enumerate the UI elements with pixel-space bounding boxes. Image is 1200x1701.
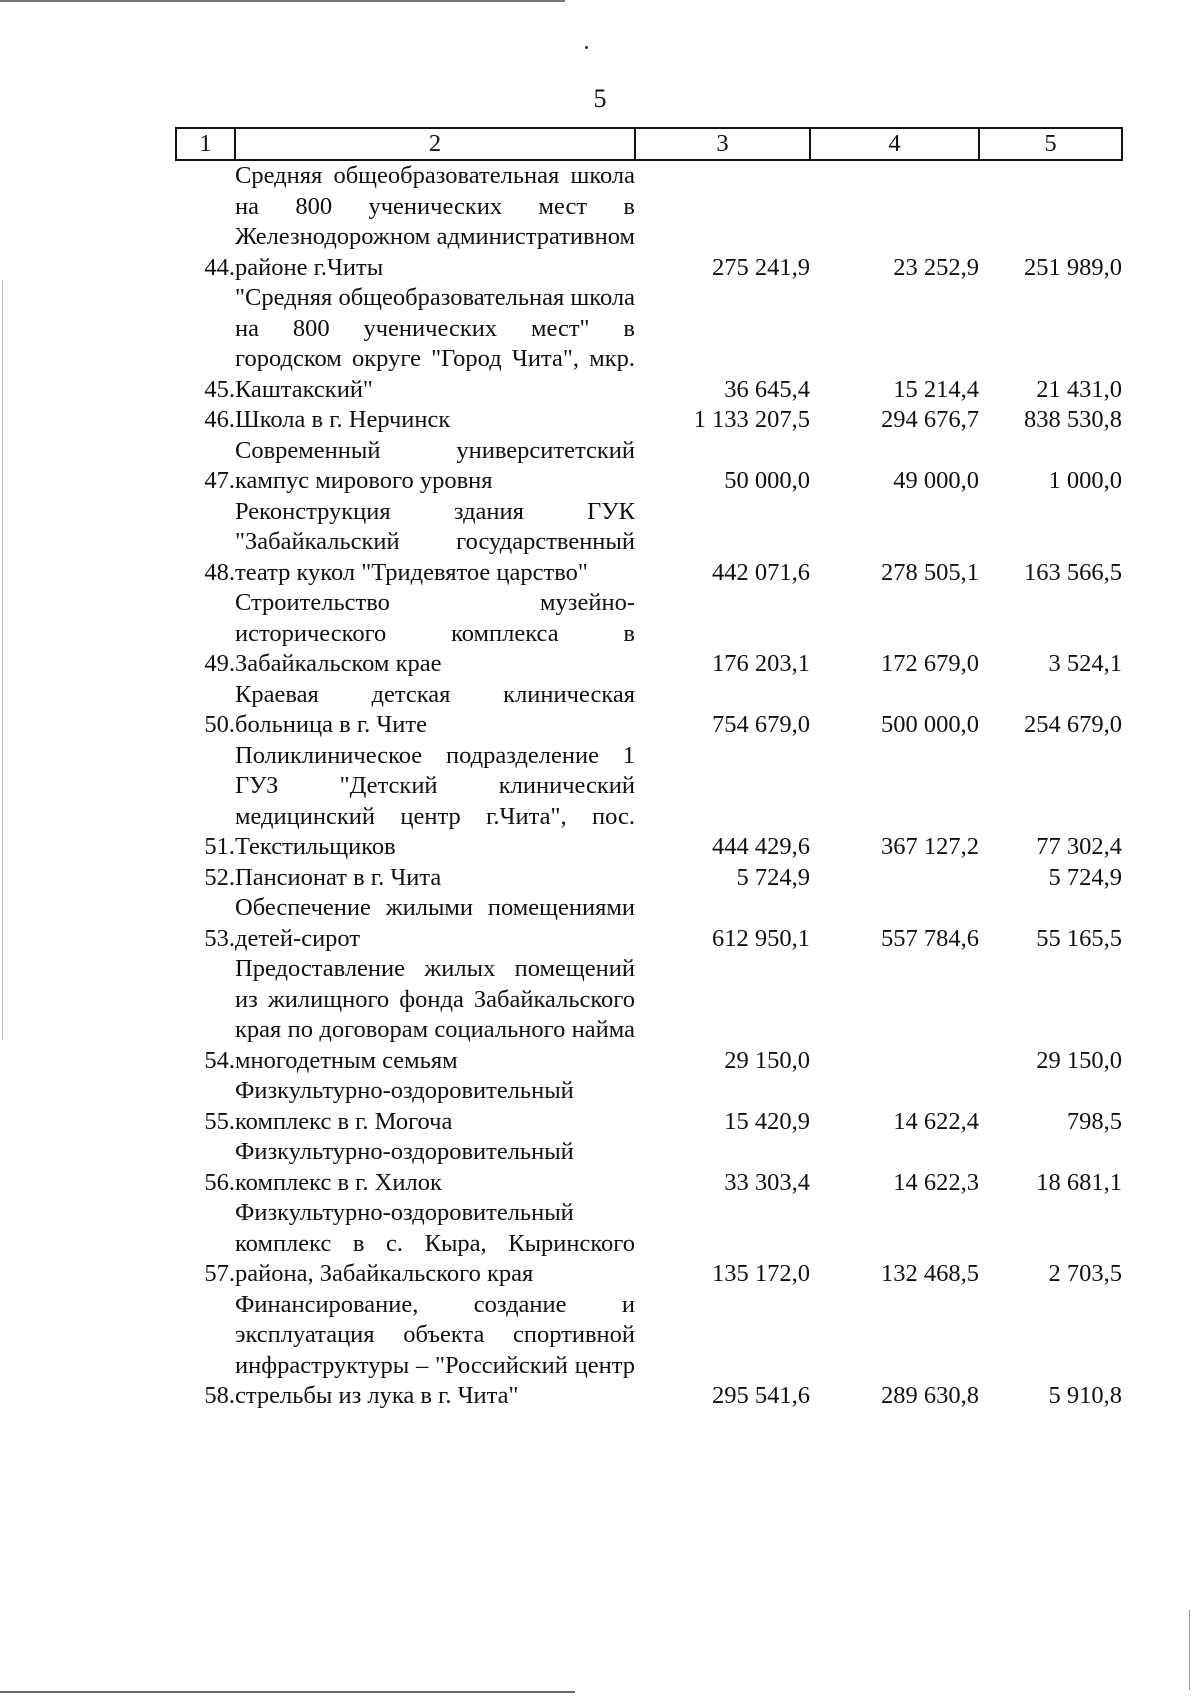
row-name: Пансионат в г. Чита xyxy=(235,863,442,891)
row-total: 295 541,6 xyxy=(712,1382,810,1409)
header-row xyxy=(176,128,1122,160)
header-col-1: 1 xyxy=(176,128,235,160)
row-total: 612 950,1 xyxy=(712,924,810,952)
row-col-5: 251 989,0 xyxy=(1024,253,1122,281)
header-col-3: 3 xyxy=(635,128,810,160)
row-total: 442 071,6 xyxy=(712,558,810,586)
row-col-5: 163 566,5 xyxy=(1024,558,1122,586)
row-total: 29 150,0 xyxy=(724,1046,810,1074)
row-col-4: 367 127,2 xyxy=(881,833,979,860)
row-col-4 xyxy=(810,863,979,894)
row-total: 1 133 207,5 xyxy=(693,406,810,433)
table-row xyxy=(176,1076,1122,1137)
row-col-5: 1 000,0 xyxy=(1048,467,1122,494)
row-number: 56. xyxy=(204,1168,235,1196)
row-col-4: 132 468,5 xyxy=(881,1260,979,1287)
scan-bottom-edge-line xyxy=(0,1691,575,1693)
row-number: 44. xyxy=(204,253,235,281)
row-total: 50 000,0 xyxy=(724,467,810,494)
row-total: 176 203,1 xyxy=(712,650,810,677)
row-col-4 xyxy=(810,954,979,1076)
row-number: 52. xyxy=(204,863,235,891)
row-total: 135 172,0 xyxy=(712,1260,810,1287)
row-col-4: 294 676,7 xyxy=(881,406,979,433)
row-number: 45. xyxy=(204,375,235,403)
scan-speck xyxy=(585,46,588,49)
table-row xyxy=(176,283,1122,405)
row-number: 49. xyxy=(204,650,235,677)
row-col-5: 838 530,8 xyxy=(1024,406,1122,433)
row-col-5: 798,5 xyxy=(1066,1107,1122,1135)
row-col-5: 29 150,0 xyxy=(1036,1046,1122,1074)
header-col-4: 4 xyxy=(810,128,979,160)
row-name: Школа в г. Нерчинск xyxy=(235,406,451,433)
table-row xyxy=(176,1137,1122,1198)
table-row xyxy=(176,497,1122,589)
row-name: Средняя общеобразовательная школа на 800 ученических мест в Железнодорожном административном районе г.Читы xyxy=(235,162,635,281)
scan-left-edge-line xyxy=(2,280,3,1040)
row-col-4: 49 000,0 xyxy=(893,467,979,494)
row-number: 53. xyxy=(204,924,235,952)
page-number: 5 xyxy=(593,84,607,113)
row-name: Обеспечение жилыми помещениями детей-сирот xyxy=(235,894,635,952)
row-total: 36 645,4 xyxy=(724,375,810,403)
row-name: Предоставление жилых помещений из жилищного фонда Забайкальского края по договорам социального найма многодетным семьям xyxy=(235,955,635,1074)
table-row xyxy=(176,1198,1122,1290)
row-name: Краевая детская клиническая больница в г. Чите xyxy=(235,680,635,738)
budget-table xyxy=(175,127,1123,1412)
table-row xyxy=(176,893,1122,954)
header-col-2: 2 xyxy=(235,128,635,160)
row-col-4: 500 000,0 xyxy=(881,711,979,738)
row-number: 51. xyxy=(204,833,235,860)
row-number: 47. xyxy=(204,467,235,494)
row-name: Реконструкция здания ГУК "Забайкальский государственный театр кукол "Тридевятое царство" xyxy=(235,497,635,586)
row-col-4: 172 679,0 xyxy=(881,650,979,677)
row-col-5: 55 165,5 xyxy=(1036,924,1122,952)
table-row xyxy=(176,405,1122,436)
row-total: 5 724,9 xyxy=(736,863,810,891)
row-col-5: 77 302,4 xyxy=(1036,833,1122,860)
row-name: Физкультурно-оздоровительный комплекс в с. Кыра, Кыринского района, Забайкальского края xyxy=(235,1199,635,1287)
row-name: Физкультурно-оздоровительный комплекс в г. Хилок xyxy=(235,1138,574,1196)
row-col-4: 557 784,6 xyxy=(881,924,979,952)
row-col-4: 14 622,3 xyxy=(893,1168,979,1196)
row-total: 444 429,6 xyxy=(712,833,810,860)
row-col-4: 15 214,4 xyxy=(893,375,979,403)
row-name: Строительство музейно-исторического комплекса в Забайкальском крае xyxy=(235,589,635,677)
row-name: "Средняя общеобразовательная школа на 800 ученических мест" в городском округе "Город Чита", мкр. Каштакский" xyxy=(235,284,635,403)
row-number: 57. xyxy=(204,1260,235,1287)
row-name: Физкультурно-оздоровительный комплекс в г. Могоча xyxy=(235,1077,574,1135)
scan-top-edge-line xyxy=(0,0,565,2)
row-number: 54. xyxy=(204,1046,235,1074)
table-row xyxy=(176,436,1122,497)
row-col-5: 3 524,1 xyxy=(1048,650,1122,677)
table-row xyxy=(176,160,1122,283)
table-row xyxy=(176,954,1122,1076)
row-total: 15 420,9 xyxy=(724,1107,810,1135)
table-row xyxy=(176,741,1122,863)
row-total: 33 303,4 xyxy=(724,1168,810,1196)
row-col-5: 18 681,1 xyxy=(1036,1168,1122,1196)
header-col-5: 5 xyxy=(979,128,1122,160)
table-row xyxy=(176,863,1122,894)
row-name: Современный университетский кампус мирового уровня xyxy=(235,436,635,494)
row-number: 48. xyxy=(204,558,235,586)
scan-right-edge-line xyxy=(1189,1610,1190,1690)
table-header xyxy=(176,128,1122,160)
table-row xyxy=(176,1290,1122,1412)
row-col-5: 21 431,0 xyxy=(1036,375,1122,403)
row-col-5: 5 724,9 xyxy=(1048,863,1122,891)
row-col-4: 23 252,9 xyxy=(893,253,979,281)
row-col-4: 289 630,8 xyxy=(881,1382,979,1409)
row-number: 58. xyxy=(204,1382,235,1409)
row-number: 50. xyxy=(204,711,235,738)
row-col-4: 14 622,4 xyxy=(893,1107,979,1135)
row-col-5: 5 910,8 xyxy=(1048,1382,1122,1409)
row-name: Поликлиническое подразделение 1 ГУЗ "Детский клинический медицинский центр г.Чита", пос. Текстильщиков xyxy=(235,741,635,860)
row-number: 55. xyxy=(204,1107,235,1135)
row-col-5: 2 703,5 xyxy=(1048,1260,1122,1287)
row-total: 275 241,9 xyxy=(712,253,810,281)
row-col-5: 254 679,0 xyxy=(1024,711,1122,738)
row-name: Финансирование, создание и эксплуатация объекта спортивной инфраструктуры – "Российский центр стрельбы из лука в г. Чита" xyxy=(235,1290,635,1409)
table-row xyxy=(176,680,1122,741)
table-row xyxy=(176,588,1122,680)
row-col-4: 278 505,1 xyxy=(881,558,979,586)
table-body xyxy=(176,160,1122,1412)
row-number: 46. xyxy=(204,406,235,433)
row-total: 754 679,0 xyxy=(712,711,810,738)
